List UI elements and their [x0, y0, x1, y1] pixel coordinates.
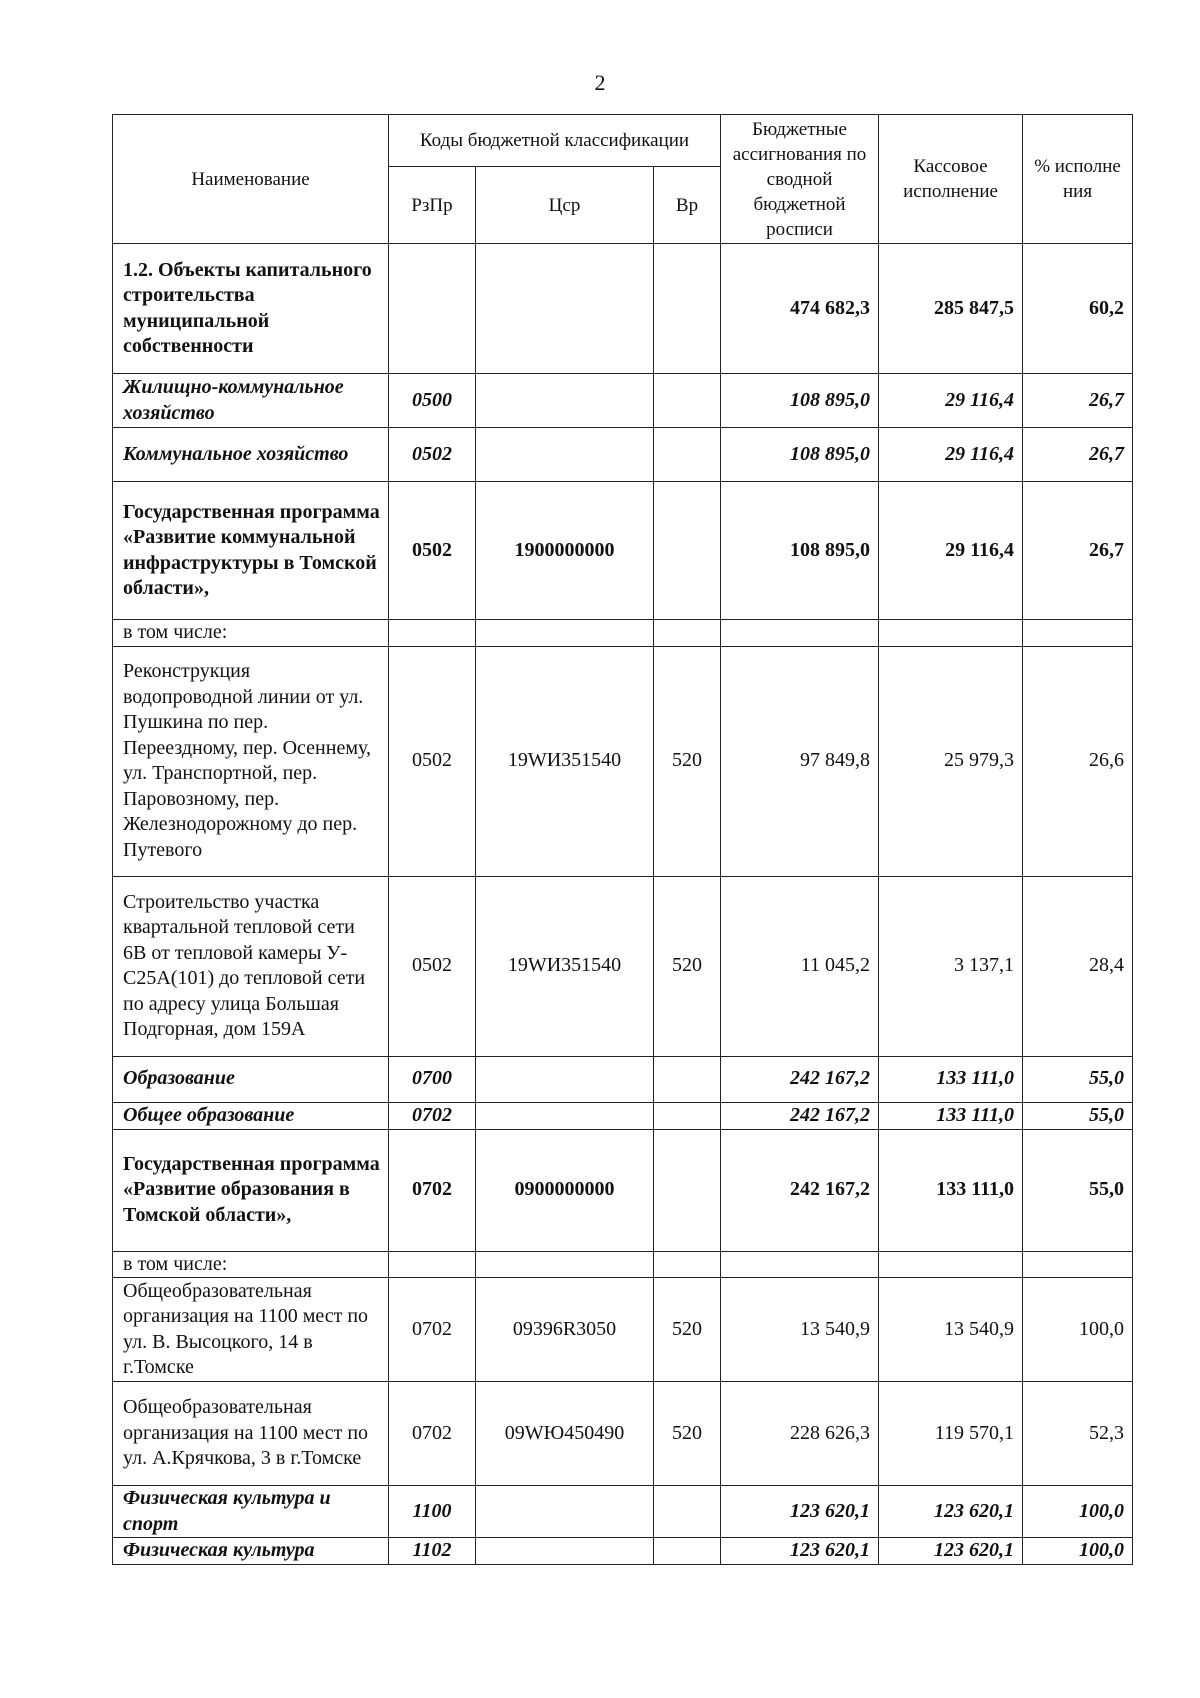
- cell-vr: [654, 1538, 721, 1565]
- table-body: [113, 244, 1133, 1565]
- cell-csr: [476, 1486, 654, 1538]
- cell-allocation: 228 626,3: [721, 1382, 879, 1486]
- cell-name: в том числе:: [113, 620, 389, 647]
- cell-vr: 520: [654, 1278, 721, 1382]
- cell-allocation: 13 540,9: [721, 1278, 879, 1382]
- cell-vr: [654, 482, 721, 620]
- cell-vr: [654, 244, 721, 374]
- budget-execution-table: [112, 114, 1133, 1565]
- cell-csr: 09WЮ450490: [476, 1382, 654, 1486]
- cell-cash-execution: 133 111,0: [879, 1056, 1023, 1102]
- cell-name: Образование: [113, 1056, 389, 1102]
- cell-rzpr: 0702: [389, 1278, 476, 1382]
- cell-csr: 1900000000: [476, 482, 654, 620]
- table-row: [113, 1382, 1133, 1486]
- table-row: [113, 1129, 1133, 1251]
- cell-csr: [476, 620, 654, 647]
- cell-vr: 520: [654, 1382, 721, 1486]
- cell-allocation: 474 682,3: [721, 244, 879, 374]
- cell-csr: 19WИ351540: [476, 876, 654, 1056]
- cell-percent: 60,2: [1023, 244, 1133, 374]
- table-row: [113, 428, 1133, 482]
- cell-vr: [654, 428, 721, 482]
- cell-csr: [476, 1251, 654, 1278]
- cell-allocation: 242 167,2: [721, 1056, 879, 1102]
- cell-vr: [654, 1056, 721, 1102]
- cell-vr: [654, 1129, 721, 1251]
- header-cash-execution: Кассовое исполнение: [879, 115, 1023, 244]
- cell-percent: 55,0: [1023, 1056, 1133, 1102]
- cell-allocation: 242 167,2: [721, 1102, 879, 1129]
- cell-vr: 520: [654, 876, 721, 1056]
- cell-percent: 26,7: [1023, 428, 1133, 482]
- cell-rzpr: [389, 620, 476, 647]
- cell-cash-execution: 29 116,4: [879, 374, 1023, 428]
- cell-rzpr: 1100: [389, 1486, 476, 1538]
- cell-percent: 100,0: [1023, 1486, 1133, 1538]
- table-row: [113, 620, 1133, 647]
- cell-cash-execution: 133 111,0: [879, 1102, 1023, 1129]
- cell-vr: [654, 374, 721, 428]
- cell-allocation: 108 895,0: [721, 482, 879, 620]
- cell-csr: 09396R3050: [476, 1278, 654, 1382]
- header-vr: Вр: [654, 167, 721, 244]
- cell-rzpr: 0502: [389, 646, 476, 876]
- header-codes-group: Коды бюджетной классификации: [389, 115, 721, 167]
- cell-rzpr: 0502: [389, 876, 476, 1056]
- cell-allocation: [721, 1251, 879, 1278]
- cell-csr: [476, 244, 654, 374]
- cell-name: Общеобразовательная организация на 1100 мест по ул. А.Крячкова, 3 в г.Томске: [113, 1382, 389, 1486]
- cell-allocation: 97 849,8: [721, 646, 879, 876]
- cell-percent: [1023, 1251, 1133, 1278]
- cell-csr: [476, 1056, 654, 1102]
- cell-name: в том числе:: [113, 1251, 389, 1278]
- cell-cash-execution: 123 620,1: [879, 1538, 1023, 1565]
- cell-name: Общеобразовательная организация на 1100 мест по ул. В. Высоцкого, 14 в г.Томске: [113, 1278, 389, 1382]
- table-row: [113, 646, 1133, 876]
- cell-percent: 26,7: [1023, 374, 1133, 428]
- header-rzpr: РзПр: [389, 167, 476, 244]
- cell-cash-execution: 25 979,3: [879, 646, 1023, 876]
- header-percent-execution: % исполне ния: [1023, 115, 1133, 244]
- cell-rzpr: 0500: [389, 374, 476, 428]
- table-row: [113, 1056, 1133, 1102]
- cell-name: Государственная программа «Развитие образования в Томской области»,: [113, 1129, 389, 1251]
- table-row: [113, 244, 1133, 374]
- cell-name: Государственная программа «Развитие коммунальной инфраструктуры в Томской области»,: [113, 482, 389, 620]
- cell-cash-execution: [879, 620, 1023, 647]
- cell-vr: [654, 620, 721, 647]
- cell-rzpr: 0702: [389, 1102, 476, 1129]
- cell-cash-execution: 29 116,4: [879, 428, 1023, 482]
- header-csr: Цср: [476, 167, 654, 244]
- cell-name: Физическая культура: [113, 1538, 389, 1565]
- table-row: [113, 1486, 1133, 1538]
- cell-allocation: [721, 620, 879, 647]
- table-row: [113, 1102, 1133, 1129]
- header-name: Наименование: [113, 115, 389, 244]
- cell-vr: [654, 1486, 721, 1538]
- cell-csr: [476, 428, 654, 482]
- cell-cash-execution: 13 540,9: [879, 1278, 1023, 1382]
- table-row: [113, 374, 1133, 428]
- cell-name: Реконструкция водопроводной линии от ул. Пушкина по пер. Переездному, пер. Осеннему, ул. Транспортной, пер. Паровозному, пер. Железнодорожному до пер. Путевого: [113, 646, 389, 876]
- cell-rzpr: 0700: [389, 1056, 476, 1102]
- cell-csr: 0900000000: [476, 1129, 654, 1251]
- cell-cash-execution: 285 847,5: [879, 244, 1023, 374]
- cell-rzpr: [389, 1251, 476, 1278]
- page-number: 2: [594, 70, 606, 95]
- cell-allocation: 11 045,2: [721, 876, 879, 1056]
- cell-rzpr: [389, 244, 476, 374]
- cell-name: 1.2. Объекты капитального строительства муниципальной собственности: [113, 244, 389, 374]
- cell-cash-execution: 133 111,0: [879, 1129, 1023, 1251]
- table-row: [113, 1251, 1133, 1278]
- cell-vr: [654, 1251, 721, 1278]
- cell-percent: 100,0: [1023, 1538, 1133, 1565]
- cell-allocation: 242 167,2: [721, 1129, 879, 1251]
- cell-rzpr: 1102: [389, 1538, 476, 1565]
- table-row: [113, 1538, 1133, 1565]
- cell-percent: 26,7: [1023, 482, 1133, 620]
- cell-name: Жилищно-коммунальное хозяйство: [113, 374, 389, 428]
- cell-allocation: 123 620,1: [721, 1538, 879, 1565]
- cell-percent: 28,4: [1023, 876, 1133, 1056]
- cell-cash-execution: 29 116,4: [879, 482, 1023, 620]
- cell-vr: [654, 1102, 721, 1129]
- cell-name: Коммунальное хозяйство: [113, 428, 389, 482]
- cell-percent: 52,3: [1023, 1382, 1133, 1486]
- cell-name: Физическая культура и спорт: [113, 1486, 389, 1538]
- cell-cash-execution: 119 570,1: [879, 1382, 1023, 1486]
- table-row: [113, 1278, 1133, 1382]
- cell-csr: [476, 374, 654, 428]
- cell-percent: 100,0: [1023, 1278, 1133, 1382]
- cell-allocation: 123 620,1: [721, 1486, 879, 1538]
- cell-vr: 520: [654, 646, 721, 876]
- cell-rzpr: 0702: [389, 1129, 476, 1251]
- header-allocations: Бюджетные ассигнования по сводной бюджетной росписи: [721, 115, 879, 244]
- cell-percent: [1023, 620, 1133, 647]
- table-row: [113, 876, 1133, 1056]
- cell-percent: 55,0: [1023, 1129, 1133, 1251]
- cell-csr: 19WИ351540: [476, 646, 654, 876]
- cell-name: Общее образование: [113, 1102, 389, 1129]
- cell-csr: [476, 1102, 654, 1129]
- cell-rzpr: 0502: [389, 482, 476, 620]
- cell-name: Строительство участка квартальной тепловой сети 6В от тепловой камеры У-С25А(101) до тепловой сети по адресу улица Большая Подгорная, дом 159А: [113, 876, 389, 1056]
- cell-allocation: 108 895,0: [721, 428, 879, 482]
- cell-rzpr: 0702: [389, 1382, 476, 1486]
- cell-percent: 26,6: [1023, 646, 1133, 876]
- cell-cash-execution: [879, 1251, 1023, 1278]
- cell-percent: 55,0: [1023, 1102, 1133, 1129]
- cell-cash-execution: 123 620,1: [879, 1486, 1023, 1538]
- cell-rzpr: 0502: [389, 428, 476, 482]
- cell-cash-execution: 3 137,1: [879, 876, 1023, 1056]
- table-row: [113, 482, 1133, 620]
- cell-allocation: 108 895,0: [721, 374, 879, 428]
- cell-csr: [476, 1538, 654, 1565]
